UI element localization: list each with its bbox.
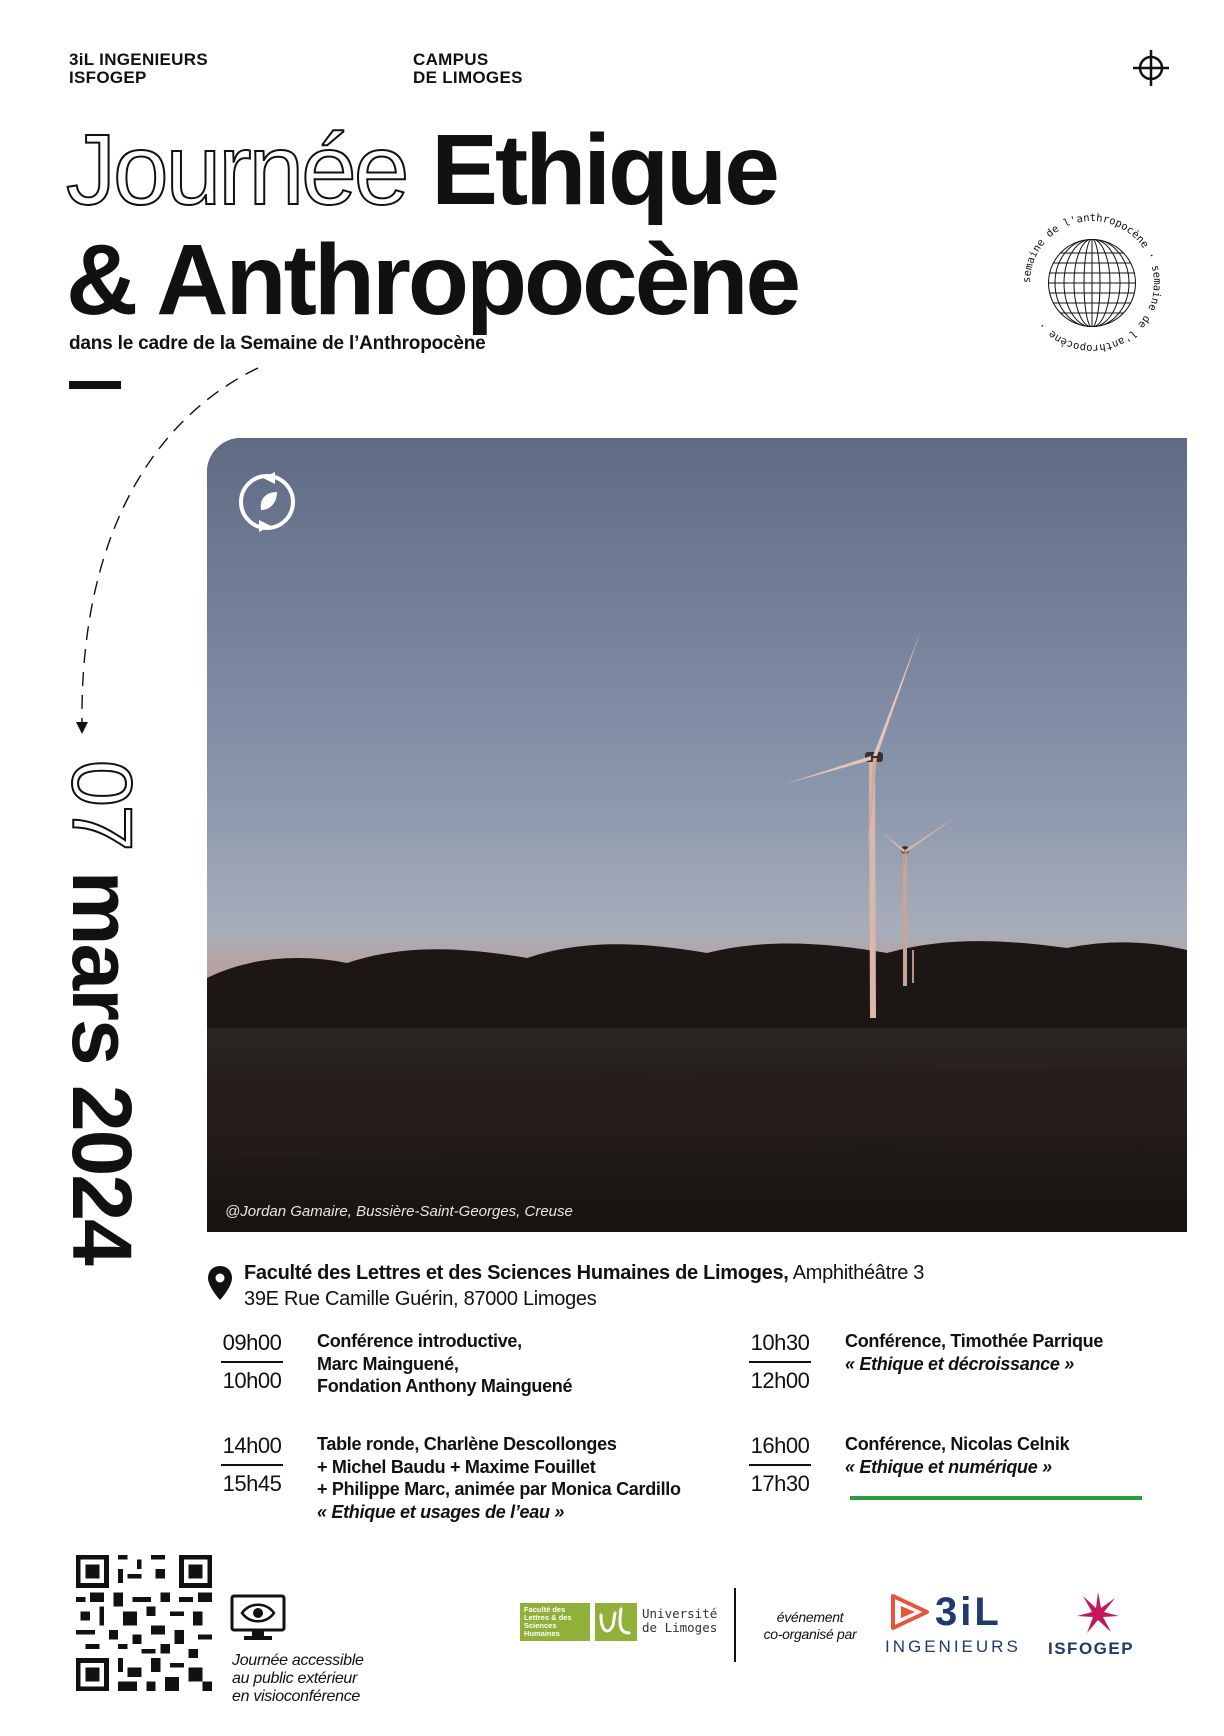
organizer-name — [69, 51, 208, 87]
crosshair-icon — [1133, 50, 1169, 86]
campus-line-2: DE LIMOGES — [413, 68, 523, 87]
isfogep-wordmark: ISFOGEP — [1048, 1639, 1135, 1658]
slot-line: Marc Mainguené, — [317, 1353, 459, 1374]
3il-play-icon — [889, 1592, 933, 1632]
slot-end-time: 12h00 — [750, 1368, 810, 1393]
slot-line: Conférence, Nicolas Celnik — [845, 1434, 1070, 1454]
3il-logo-wordmark: 3iL — [935, 1590, 1002, 1634]
university-logo-mark — [595, 1603, 637, 1641]
venue-faculty: Faculté des Lettres et des Sciences Humaines de Limoges, — [244, 1262, 789, 1284]
isfogep-logo — [1045, 1590, 1155, 1660]
slot-start-time: 10h30 — [750, 1330, 810, 1355]
university-line-2: de Limoges — [642, 1620, 718, 1635]
faculty-logo: Faculté des Lettres & des Sciences Humaines — [520, 1603, 590, 1641]
coorg-line-1: événement — [776, 1609, 844, 1625]
slot-end-time: 17h30 — [750, 1471, 810, 1496]
slot-description — [845, 1330, 1103, 1375]
badge-ring-text: semaine de l'anthropocène · semaine de l'anthropocène · — [1020, 211, 1164, 355]
title-bold-word: Ethique — [431, 114, 777, 226]
anthropocene-week-badge — [1017, 208, 1167, 358]
access-line-2: au public extérieur — [232, 1670, 358, 1687]
access-line-1: Journée accessible — [232, 1652, 364, 1669]
photo-credit: @Jordan Gamaire, Bussière-Saint-Georges, Creuse — [225, 1203, 573, 1220]
date-day: 07 — [55, 760, 149, 850]
page-title-line-1 — [66, 114, 777, 226]
page-title-line-2: & Anthropocène — [66, 224, 799, 336]
monitor-eye-icon — [230, 1594, 286, 1644]
title-outline-word: Journée — [66, 114, 407, 226]
university-name — [642, 1607, 717, 1635]
access-line-3: en visioconférence — [232, 1688, 361, 1705]
slot-description — [317, 1433, 681, 1523]
slot-start-time: 09h00 — [222, 1330, 282, 1355]
venue-address: 39E Rue Camille Guérin, 87000 Limoges — [244, 1288, 597, 1310]
slot-topic: « Ethique et numérique » — [845, 1456, 1052, 1477]
slot-start-time: 14h00 — [222, 1433, 282, 1458]
venue-room: Amphithéâtre 3 — [792, 1262, 925, 1284]
wind-turbine-photo — [207, 438, 1187, 1232]
isfogep-star-icon — [1075, 1590, 1121, 1636]
coorganized-label — [755, 1609, 865, 1643]
globe-icon — [1048, 239, 1136, 327]
qr-code[interactable] — [76, 1555, 212, 1691]
slot-topic: « Ethique et décroissance » — [845, 1353, 1074, 1374]
recycle-leaf-icon — [235, 470, 299, 534]
slot-start-time: 16h00 — [750, 1433, 810, 1458]
organizer-line-1: 3iL INGENIEURS — [69, 50, 208, 69]
campus-line-1: CAMPUS — [413, 50, 489, 69]
slot-line: Conférence introductive, — [317, 1331, 522, 1351]
location-pin-icon — [208, 1266, 232, 1300]
3il-logo-subtitle: INGENIEURS — [885, 1637, 1021, 1656]
coorg-line-2: co-organisé par — [763, 1626, 857, 1642]
slot-topic: « Ethique et usages de l’eau » — [317, 1501, 565, 1522]
accent-green-line — [850, 1496, 1142, 1500]
slot-line: + Michel Baudu + Maxime Fouillet — [317, 1456, 596, 1477]
slot-end-time: 10h00 — [222, 1368, 282, 1393]
slot-end-time: 15h45 — [222, 1471, 282, 1496]
event-date — [55, 760, 149, 1420]
3il-logo — [885, 1588, 1025, 1660]
venue-name — [244, 1262, 924, 1285]
accessibility-note — [232, 1652, 364, 1706]
slot-line: Table ronde, Charlène Descollonges — [317, 1434, 617, 1454]
time-divider — [221, 1464, 283, 1466]
slot-line: Fondation Anthony Mainguené — [317, 1376, 573, 1396]
time-divider — [749, 1361, 811, 1363]
page-subtitle: dans le cadre de la Semaine de l’Anthropocène — [69, 333, 486, 354]
campus-name — [413, 51, 523, 87]
date-month-year: mars 2024 — [55, 870, 149, 1264]
slot-description — [845, 1433, 1069, 1478]
time-divider — [749, 1464, 811, 1466]
university-line-1: Université — [642, 1606, 718, 1621]
organizer-line-2: ISFOGEP — [69, 68, 147, 87]
slot-description — [317, 1330, 572, 1398]
logo-divider — [734, 1588, 736, 1662]
slot-line: Conférence, Timothée Parrique — [845, 1331, 1104, 1351]
time-divider — [221, 1361, 283, 1363]
slot-line: + Philippe Marc, animée par Monica Cardillo — [317, 1479, 681, 1499]
